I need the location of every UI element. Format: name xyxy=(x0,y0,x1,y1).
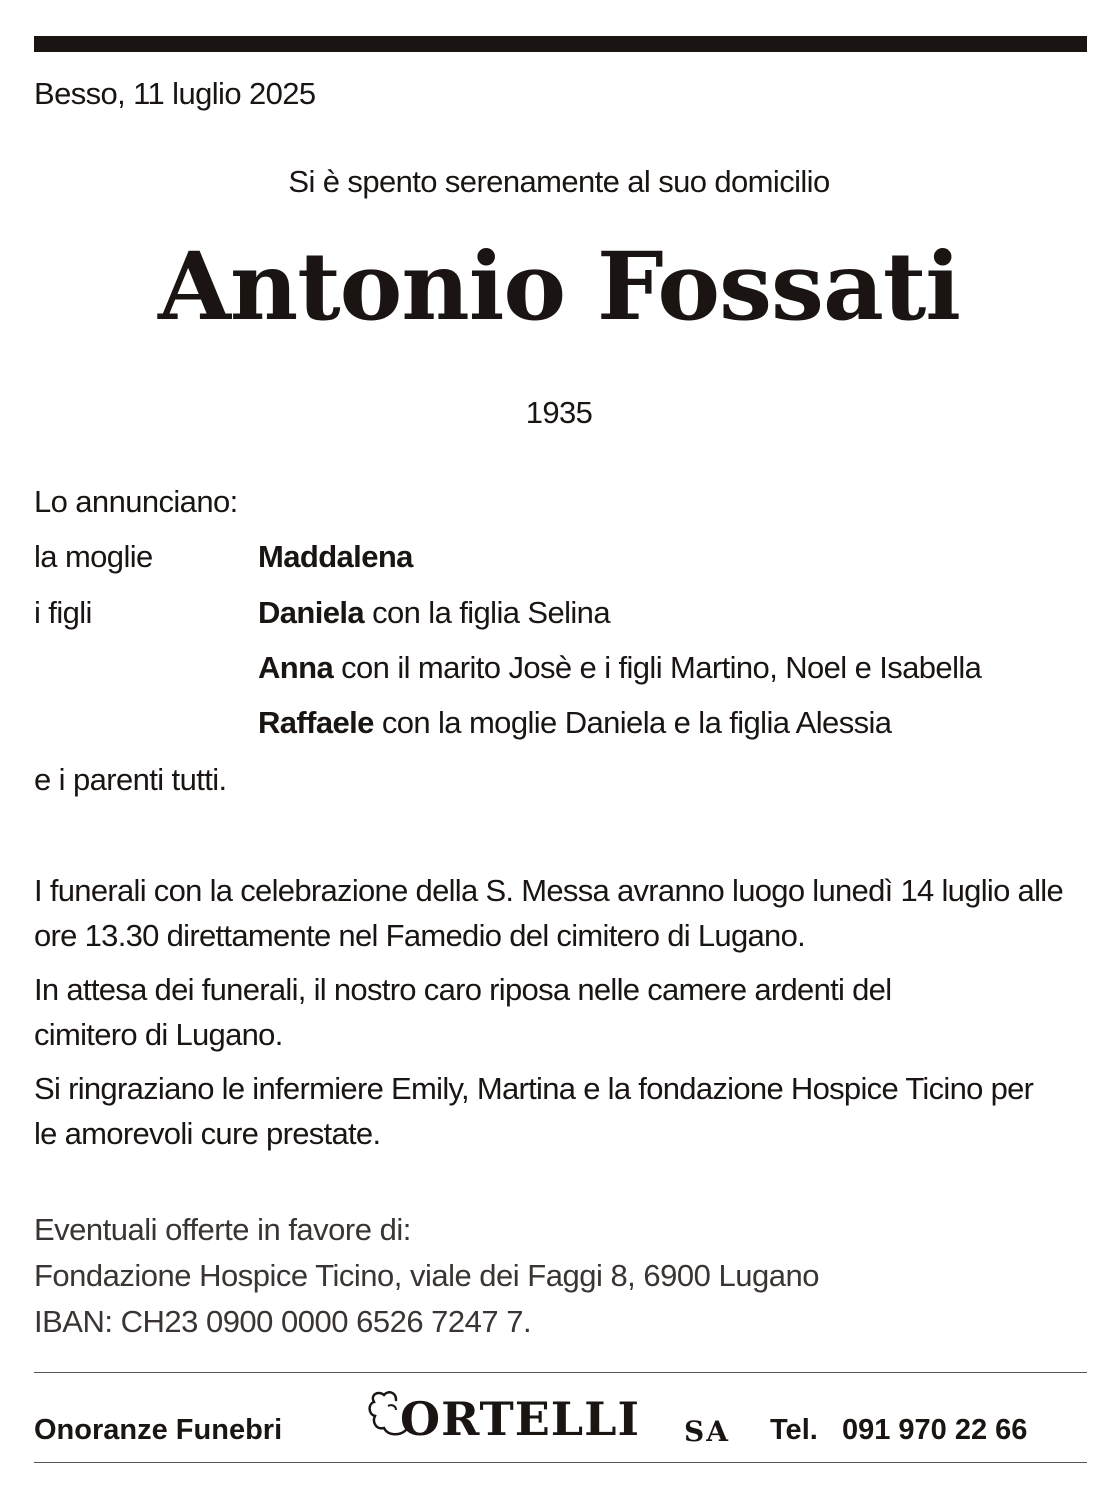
place-date: Besso, 11 luglio 2025 xyxy=(34,76,316,111)
deceased-name: Antonio Fossati xyxy=(157,232,961,342)
child-entry: Raffaele con la moglie Daniela e la figlia Alessia xyxy=(258,705,892,740)
footer-rule-bottom xyxy=(34,1462,1087,1463)
children-label: i figli xyxy=(34,595,92,630)
logo-name: ORTELLI xyxy=(400,1392,640,1446)
wife-label: la moglie xyxy=(34,539,153,574)
top-rule xyxy=(34,36,1087,52)
footer-rule-top xyxy=(34,1372,1087,1373)
birth-year: 1935 xyxy=(525,395,593,430)
donations-iban: IBAN: CH23 0900 0000 6526 7247 7. xyxy=(34,1304,532,1339)
rest-place-paragraph: In attesa dei funerali, il nostro caro riposa nelle camere ardenti del cimitero di Lugano. xyxy=(34,972,892,1052)
donations-heading: Eventuali offerte in favore di: xyxy=(34,1212,411,1247)
thanks-paragraph: Si ringraziano le infermiere Emily, Martina e la fondazione Hospice Ticino per le amorevoli cure prestate. xyxy=(34,1071,1034,1151)
child-entry: Anna con il marito Josè e i figli Martino, Noel e Isabella xyxy=(258,650,982,685)
intro-line: Si è spento serenamente al suo domicilio xyxy=(288,164,830,199)
logo-suffix: SA xyxy=(684,1415,730,1448)
footer-phone: Tel. 091 970 22 66 xyxy=(770,1414,1028,1446)
announcers-heading: Lo annunciano: xyxy=(34,484,238,519)
child-entry: Daniela con la figlia Selina xyxy=(258,595,610,630)
donations-recipient: Fondazione Hospice Ticino, viale dei Faggi 8, 6900 Lugano xyxy=(34,1258,819,1293)
relatives-closing: e i parenti tutti. xyxy=(34,762,227,797)
wife-name: Maddalena xyxy=(258,539,413,574)
footer-funeral-services: Onoranze Funebri xyxy=(34,1414,283,1446)
funeral-paragraph: I funerali con la celebrazione della S. Messa avranno luogo lunedì 14 luglio alle ore 13.30 direttamente nel Famedio del cimitero di Lugano. xyxy=(34,873,1063,953)
